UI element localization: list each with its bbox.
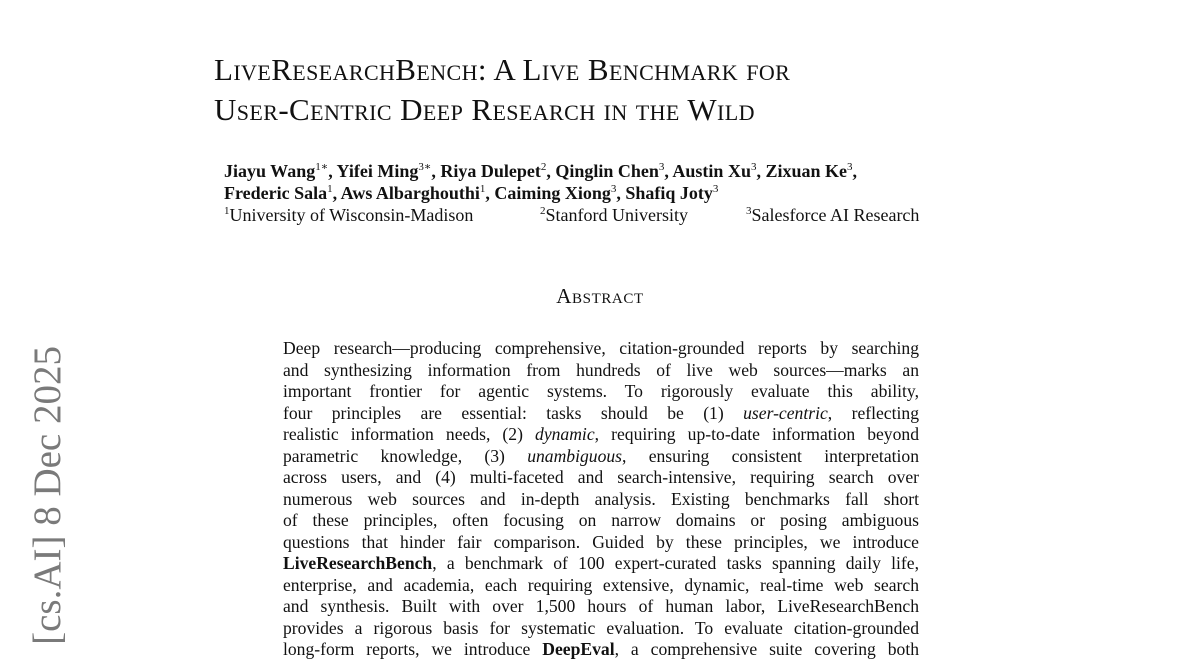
paper-title-line-1: LiveResearchBench: A Live Benchmark for (214, 52, 791, 87)
abstract-line: numerous web sources and in-depth analysis. Existing benchmarks fall short (283, 488, 919, 509)
abstract-body (283, 338, 919, 661)
author-row-2: Frederic Sala$^1$, Aws Albarghouthi$^1$, Caiming Xiong$^3$, Shafiq Joty$^3$ (224, 183, 719, 203)
author-row-1: Jiayu Wang$^{1∗}$, Yifei Ming$^{3∗}$, Riya Dulepet$^2$, Qinglin Chen$^3$, Austin Xu$^3$, Zixuan Ke$^3$, (224, 161, 857, 181)
abstract-line: across users, and (4) multi-faceted and search-intensive, requiring search over (283, 467, 919, 487)
abstract-line: LiveResearchBench, a benchmark of 100 expert-curated tasks spanning daily life, (283, 553, 919, 573)
abstract-line: important frontier for agentic systems. To rigorously evaluate this ability, (283, 381, 919, 401)
author-name: Shafiq Joty$^3$ (625, 183, 719, 203)
affiliation-2: $^2$Stanford University (540, 205, 688, 225)
abstract-line: realistic information needs, (2) dynamic, requiring up-to-date information beyond (283, 424, 919, 444)
affiliations (224, 204, 919, 226)
abstract-line: questions that hinder fair comparison. Guided by these principles, we introduce (283, 531, 919, 552)
author-name: Qinglin Chen$^3$ (555, 161, 665, 181)
author-name: Riya Dulepet$^2$ (440, 161, 547, 181)
author-name: Yifei Ming$^{3∗}$ (336, 161, 432, 181)
arxiv-stamp (26, 346, 70, 648)
paper-title-line-2: User-Centric Deep Research in the Wild (214, 92, 755, 127)
abstract-line: of these principles, often focusing on narrow domains or posing ambiguous (283, 510, 919, 530)
abstract-line: Deep research—producing comprehensive, citation-grounded reports by searching (283, 338, 919, 358)
author-name: Jiayu Wang$^{1∗}$ (224, 161, 329, 181)
abstract-line: and synthesizing information from hundreds of live web sources—marks an (283, 359, 919, 380)
author-block (224, 160, 919, 226)
abstract-line: provides a rigorous basis for systematic evaluation. To evaluate citation-grounded (283, 617, 919, 638)
author-name: Frederic Sala$^1$ (224, 183, 333, 203)
abstract-line: parametric knowledge, (3) unambiguous, ensuring consistent interpretation (283, 445, 919, 466)
abstract-line: and synthesis. Built with over 1,500 hours of human labor, LiveResearchBench (283, 596, 919, 616)
affiliation-3: $^3$Salesforce AI Research (746, 205, 920, 225)
abstract-line: enterprise, and academia, each requiring extensive, dynamic, real-time web search (283, 574, 919, 595)
arxiv-stamp-text: [cs.AI] 8 Dec 2025 (26, 346, 69, 645)
affiliation-1: $^1$University of Wisconsin-Madison (224, 205, 474, 225)
author-name: Zixuan Ke$^3$ (765, 161, 853, 181)
author-name: Austin Xu$^3$ (672, 161, 757, 181)
abstract-line: four principles are essential: tasks should be (1) user-centric, reflecting (283, 402, 919, 423)
paper-title (214, 50, 790, 130)
author-name: Caiming Xiong$^3$ (494, 183, 617, 203)
author-name: Aws Albarghouthi$^1$ (340, 183, 486, 203)
abstract-line: long-form reports, we introduce DeepEval, a comprehensive suite covering both (283, 639, 919, 659)
abstract-heading: Abstract (556, 284, 644, 308)
